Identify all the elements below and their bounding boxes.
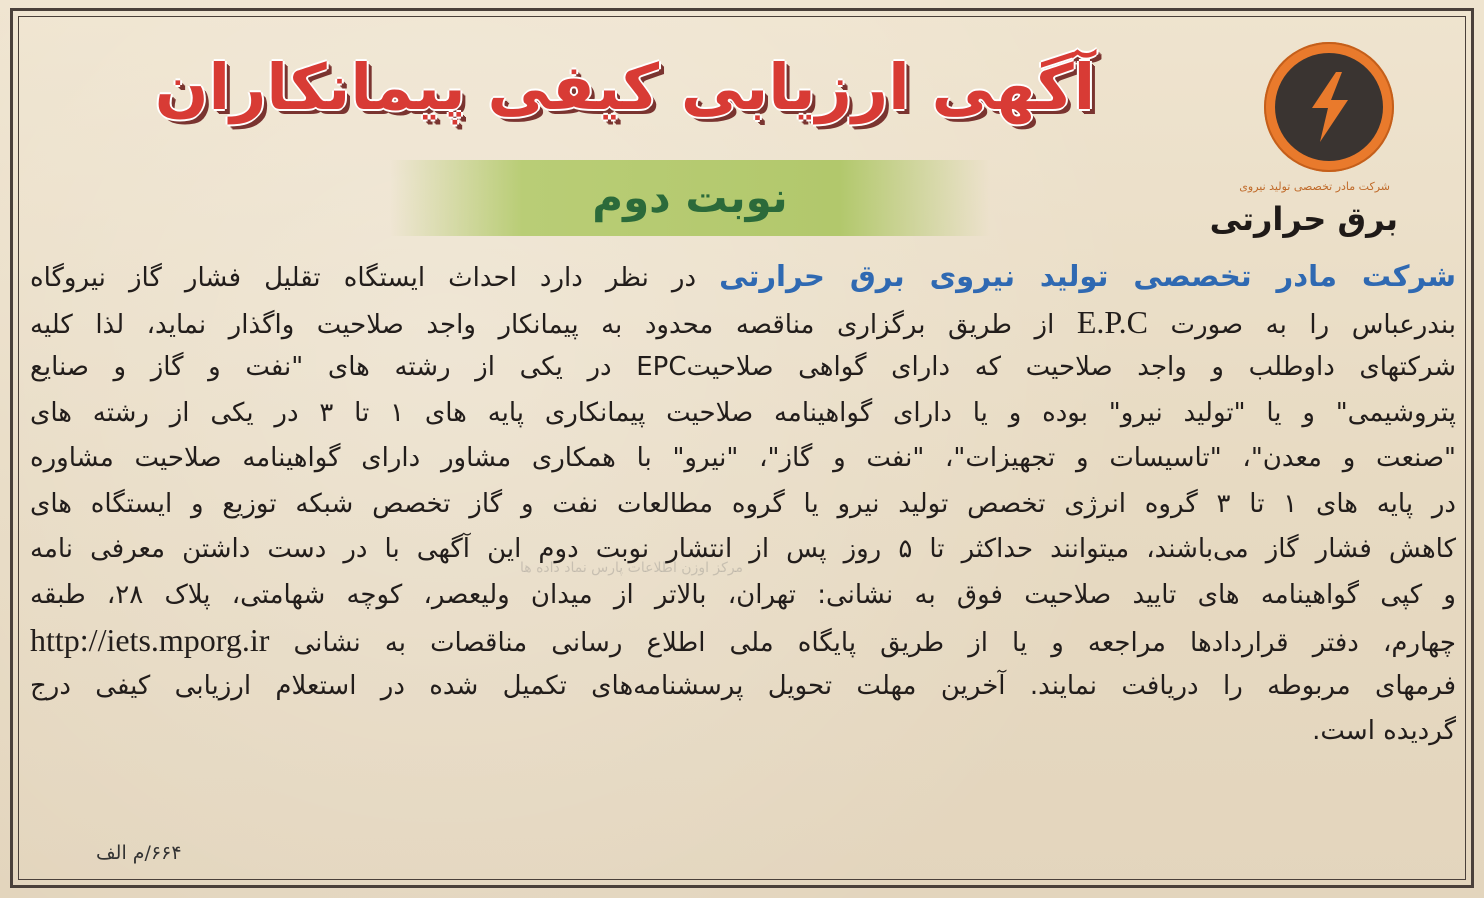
- watermark: مرکز اوزن اطلاعات پارس نماد داده ها: [520, 560, 744, 576]
- body-line-2-b: از طریق برگزاری مناقصه محدود به پیمانکار واجد صلاحیت واگذار نماید، لذا کلیه: [30, 309, 1077, 340]
- body-line-2-a: بندرعباس را به صورت: [1148, 309, 1456, 340]
- round-banner: [390, 160, 990, 236]
- epc-text: E.P.C: [1076, 303, 1148, 340]
- body-line-8: و کپی گواهینامه های تایید صلاحیت فوق به نشانی: تهران، بالاتر از میدان ولیعصر، کوچه شهامتی، پلاک ۲۸، طبقه: [30, 579, 1456, 610]
- logo-circle: [1264, 42, 1394, 172]
- company-name: شرکت مادر تخصصی تولید نیروی برق حرارتی: [719, 259, 1456, 293]
- company-logo: [1209, 30, 1414, 240]
- body-line-7: کاهش فشار گاز می‌باشند، میتوانند حداکثر تا ۵ روز پس از انتشار نوبت دوم این آگهی با در دست داشتن معرفی نامه: [30, 534, 1456, 564]
- body-line-11: گردیده است.: [1312, 716, 1456, 746]
- body-line-4: پتروشیمی" و یا "تولید نیرو" بوده و یا دارای گواهینامه صلاحیت پیمانکاری پایه های ۱ تا ۳ در یکی از رشته های: [30, 397, 1457, 428]
- body-line-3: شرکتهای داوطلب و واجد صلاحیت که دارای گواهی صلاحیتEPC در یکی از رشته های "نفت و گاز و صنایع: [30, 352, 1457, 382]
- body-line-5: "صنعت و معدن"، "تاسیسات و تجهیزات"، "نفت و گاز"، "نیرو" با همکاری مشاور دارای گواهینامه صلاحیت مشاوره: [30, 443, 1456, 473]
- reference-number: ۶۶۴/م الف: [96, 842, 182, 864]
- body-line-9-a: چهارم، دفتر قراردادها مراجعه و یا از طریق پایگاه ملی اطلاع رسانی مناقصات به نشانی: [269, 628, 1456, 658]
- body-line-6: در پایه های ۱ تا ۳ گروه انرژی تخصص تولید نیرو یا گروه مطالعات نفت و گاز تخصص شبکه توزیع و ایستگاه های: [30, 488, 1457, 519]
- ad-title: آگهی ارزیابی کیفی پیمانکاران: [154, 51, 1096, 124]
- body-line-10: فرمهای مربوطه را دریافت نمایند. آخرین مهلت تحویل پرسشنامه‌های تکمیل شده در استعلام ارزیابی کیفی درج: [30, 670, 1456, 701]
- body-line-9: [30, 618, 1456, 664]
- body-line-1: [30, 254, 1456, 300]
- ad-body: [30, 254, 1456, 755]
- body-line-1-text: در نظر دارد احداث ایستگاه تقلیل فشار گاز نیروگاه: [30, 263, 720, 293]
- round-label: نوبت دوم: [592, 173, 788, 222]
- url-link[interactable]: http://iets.mporg.ir: [30, 622, 270, 658]
- lightning-bolt-icon: [1298, 70, 1360, 144]
- logo-subtitle: شرکت مادر تخصصی تولید نیروی: [1239, 180, 1390, 193]
- body-line-2: [30, 300, 1456, 346]
- logo-name: برق حرارتی: [1209, 200, 1398, 238]
